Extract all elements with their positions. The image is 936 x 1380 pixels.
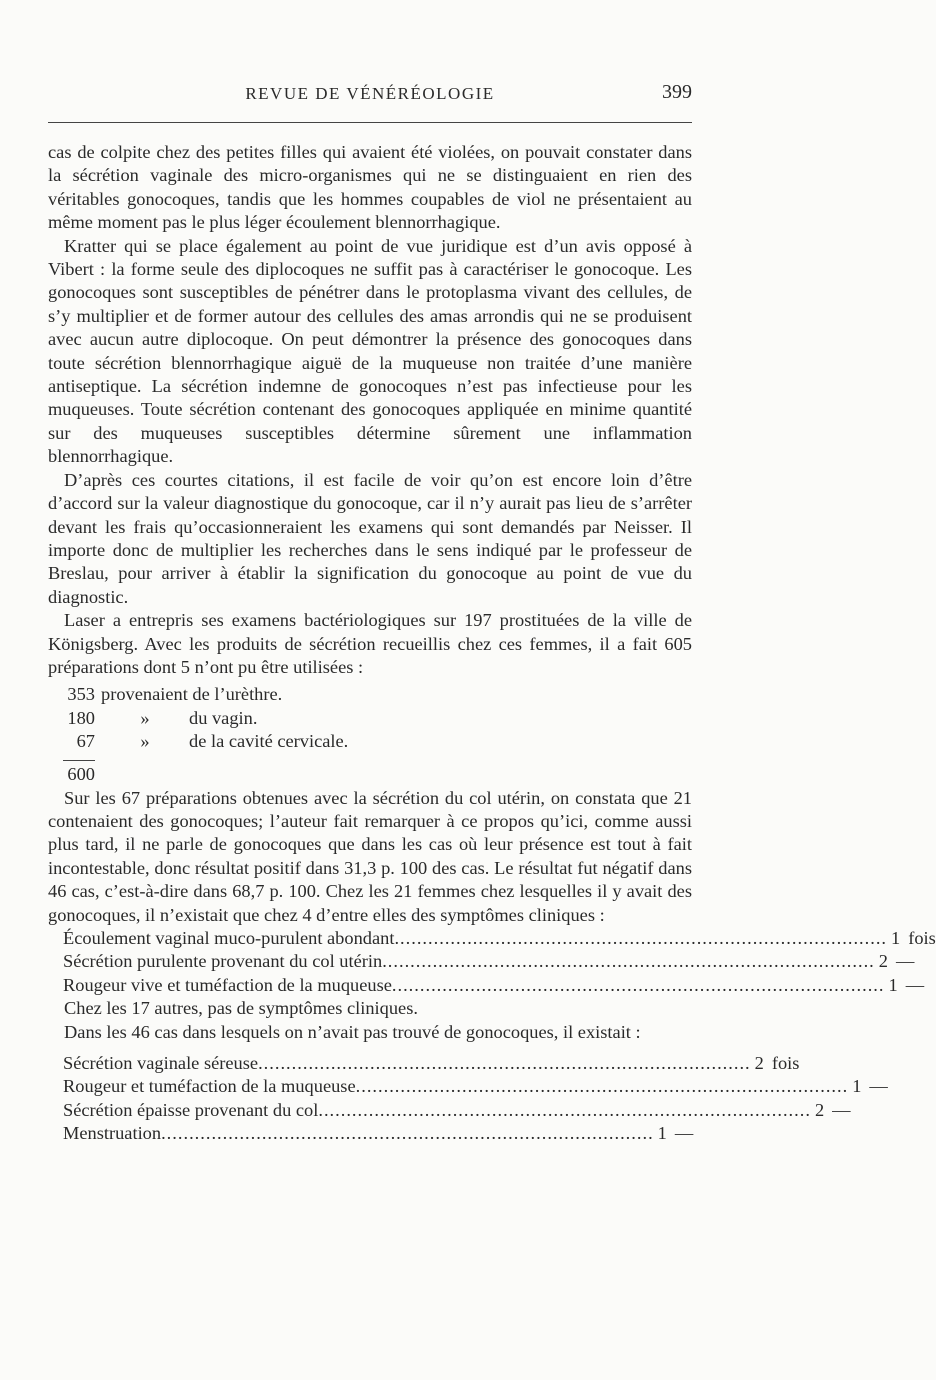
symptom-unit: — bbox=[869, 1076, 888, 1097]
list-item bbox=[63, 927, 936, 950]
sum-rule bbox=[63, 760, 95, 761]
tally-total: 600 bbox=[67, 763, 95, 784]
symptom-label: Rougeur et tuméfaction de la muqueuse bbox=[63, 1076, 356, 1097]
symptom-label: Sécrétion épaisse provenant du col bbox=[63, 1099, 319, 1120]
running-title: REVUE DE VÉNÉRÉOLOGIE bbox=[245, 84, 495, 103]
dot-leader: ........................................................................................ bbox=[394, 927, 888, 948]
tally-number: 180 bbox=[67, 707, 95, 728]
symptom-count: 2 bbox=[814, 1099, 825, 1120]
tally-row bbox=[63, 730, 692, 753]
preparations-tally bbox=[63, 683, 692, 786]
symptom-unit: fois bbox=[908, 927, 936, 948]
ditto-mark: » bbox=[140, 731, 150, 752]
tally-text: provenaient de l’urèthre. bbox=[101, 684, 283, 705]
symptom-count: 1 bbox=[888, 974, 898, 995]
symptom-unit: — bbox=[674, 1123, 694, 1144]
symptom-unit: — bbox=[895, 951, 915, 972]
negative-symptoms-list bbox=[63, 1052, 888, 1146]
tally-row bbox=[63, 683, 692, 706]
tally-number: 353 bbox=[67, 684, 95, 705]
symptom-count: 1 bbox=[891, 927, 901, 948]
tally-total-row bbox=[63, 763, 692, 787]
list-item bbox=[63, 1122, 692, 1145]
list-item bbox=[63, 1075, 888, 1098]
ditto-mark: » bbox=[140, 707, 150, 728]
symptom-unit: — bbox=[905, 974, 925, 995]
paragraph-7: Dans les 46 cas dans lesquels on n’avait pas trouvé de gonocoques, il existait : bbox=[64, 1021, 641, 1042]
paragraph-6: Chez les 17 autres, pas de symptômes cliniques. bbox=[64, 998, 418, 1019]
dot-leader: ........................................................................................ bbox=[258, 1052, 751, 1073]
page-number: 399 bbox=[662, 81, 692, 103]
tally-row bbox=[63, 707, 692, 730]
symptom-label: Menstruation bbox=[63, 1123, 162, 1144]
symptom-label: Sécrétion purulente provenant du col utérin bbox=[63, 951, 383, 972]
symptom-unit: fois bbox=[771, 1052, 800, 1073]
symptom-unit: — bbox=[832, 1099, 851, 1120]
tally-text: de la cavité cervicale. bbox=[189, 731, 349, 752]
paragraph-2: Kratter qui se place également au point de vue juridique est d’un avis opposé à Vibert : la forme seule des diplocoques ne suffit pas à caractériser le gonocoque. Les gonocoques sont susceptibles de pénétrer dans le protoplasma vivant des cellules, de s’y multiplier et de former autour des cellules des amas arrondis qui ne se produisent avec aucun autre diplocoque. On peut démontrer la présence des gonocoques dans toute sécrétion blennorrhagique aiguë de la muqueuse non traitée d’une manière antiseptique. La sécrétion indemne de gonocoques n’est pas infectieuse pour les muqueuses. Toute sécrétion contenant des gonocoques appliquée en minime quantité sur des muqueuses susceptibles détermine sûrement une inflammation blennorrhagique. bbox=[48, 235, 692, 467]
symptom-count: 1 bbox=[852, 1076, 862, 1097]
page-body bbox=[48, 141, 936, 1146]
dot-leader: ........................................................................................ bbox=[161, 1123, 654, 1144]
paragraph-4: Laser a entrepris ses examens bactériologiques sur 197 prostituées de la ville de Königsberg. Avec les produits de sécrétion recueillis chez ces femmes, il a fait 605 préparations dont 5 n’ont pu être utilisées : bbox=[48, 610, 692, 677]
symptom-count: 1 bbox=[657, 1123, 667, 1144]
page-header bbox=[48, 81, 692, 114]
positive-symptoms-list bbox=[63, 927, 936, 997]
dot-leader: ........................................................................................ bbox=[355, 1076, 849, 1097]
paragraph-1: cas de colpite chez des petites filles qui avaient été violées, on pouvait constater dans la sécrétion vaginale des micro-organismes qui ne se distinguaient en rien des véritables gonocoques, tandis que les hommes coupables de viol ne présentaient au même moment pas le plus léger écoulement blennorrhagique. bbox=[48, 142, 692, 233]
dot-leader: ........................................................................................ bbox=[391, 974, 885, 995]
symptom-count: 2 bbox=[754, 1052, 764, 1073]
symptom-label: Sécrétion vaginale séreuse bbox=[63, 1052, 259, 1073]
tally-number: 67 bbox=[76, 731, 95, 752]
tally-text: du vagin. bbox=[189, 707, 258, 728]
list-item bbox=[63, 1052, 800, 1075]
paragraph-5: Sur les 67 préparations obtenues avec la sécrétion du col utérin, on constata que 21 contenaient des gonocoques; l’auteur fait remarquer à ce propos qu’ici, comme aussi plus tard, il ne parle de gonocoques que dans les cas où leur présence est tout à fait incontestable, donc résultat positif dans 31,3 p. 100 des cas. Le résultat fut négatif dans 46 cas, c’est-à-dire dans 68,7 p. 100. Chez les 21 femmes chez lesquelles il y avait des gonocoques, il n’existait que chez 4 d’entre elles des symptômes cliniques : bbox=[48, 787, 692, 925]
list-item bbox=[63, 974, 925, 997]
dot-leader: ........................................................................................ bbox=[382, 951, 875, 972]
symptom-count: 2 bbox=[878, 951, 888, 972]
symptom-label: Écoulement vaginal muco-purulent abondant bbox=[63, 927, 395, 948]
symptom-label: Rougeur vive et tuméfaction de la muqueuse bbox=[63, 974, 392, 995]
list-item bbox=[63, 950, 915, 973]
paragraph-3: D’après ces courtes citations, il est facile de voir qu’on est encore loin d’être d’accord sur la valeur diagnostique du gonocoque, car il n’y aurait pas lieu de s’arrêter devant les frais qu’occasionneraient les examens qui sont demandés par Neisser. Il importe donc de multiplier les recherches dans le sens indiqué par le professeur de Breslau, pour arriver à établir la signification du gonocoque au point de vue du diagnostic. bbox=[48, 469, 692, 607]
list-item bbox=[63, 1099, 851, 1122]
header-rule bbox=[48, 122, 692, 123]
dot-leader: ........................................................................................ bbox=[318, 1099, 811, 1120]
spacer bbox=[48, 1044, 692, 1052]
